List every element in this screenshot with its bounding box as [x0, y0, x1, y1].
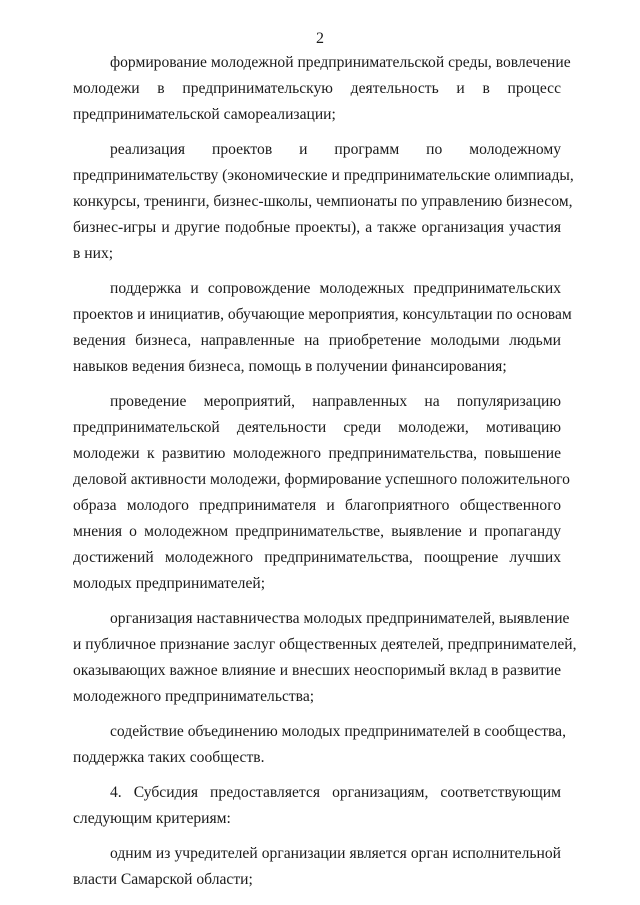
text-line: проведение мероприятий, направленных на популяризацию	[110, 393, 561, 410]
text-line: в них;	[73, 245, 114, 262]
text-line: поддержка таких сообществ.	[73, 749, 265, 766]
text-line: ведения бизнеса, направленные на приобретение молодыми людьми	[73, 332, 561, 349]
text-line: одним из учредителей организации является орган исполнительной	[110, 845, 561, 862]
paragraph-3	[0, 276, 640, 380]
text-line: молодежи в предпринимательскую деятельность и в процесс	[73, 80, 561, 97]
paragraph-2	[0, 137, 640, 267]
text-line: конкурсы, тренинги, бизнес-школы, чемпионаты по управлению бизнесом,	[73, 193, 573, 210]
text-line: деловой активности молодежи, формирование успешного положительного	[73, 471, 570, 488]
text-line: предпринимательству (экономические и предпринимательские олимпиады,	[73, 167, 574, 184]
text-line: власти Самарской области;	[73, 871, 253, 888]
text-line: молодых предпринимателей;	[73, 575, 266, 592]
text-line: бизнес-игры и другие подобные проекты), а также организация участия	[73, 219, 561, 236]
paragraph-6	[0, 719, 640, 771]
paragraph-1	[0, 50, 640, 128]
text-line: образа молодого предпринимателя и благоприятного общественного	[73, 497, 561, 514]
page-number: 2	[316, 30, 324, 47]
text-line: оказывающих важное влияние и внесших неоспоримый вклад в развитие	[73, 662, 561, 679]
text-line: предпринимательской деятельности среди молодежи, мотивацию	[73, 419, 561, 436]
text-line: навыков ведения бизнеса, помощь в получении финансирования;	[73, 358, 507, 375]
text-line: предпринимательской самореализации;	[73, 106, 336, 123]
paragraph-5	[0, 606, 640, 710]
text-line: молодежного предпринимательства;	[73, 688, 315, 705]
text-line: мнения о молодежном предпринимательстве, выявление и пропаганду	[73, 523, 561, 540]
document-body	[0, 50, 640, 893]
text-line: достижений молодежного предпринимательства, поощрение лучших	[73, 549, 561, 566]
text-line: молодежи к развитию молодежного предпринимательства, повышение	[73, 445, 561, 462]
text-line: следующим критериям:	[73, 810, 231, 827]
text-line: формирование молодежной предпринимательской среды, вовлечение	[110, 54, 571, 71]
text-line: поддержка и сопровождение молодежных предпринимательских	[110, 280, 561, 297]
text-line: организация наставничества молодых предпринимателей, выявление	[110, 610, 570, 627]
text-line: содействие объединению молодых предпринимателей в сообщества,	[110, 723, 567, 740]
paragraph-4	[0, 389, 640, 597]
paragraph-7	[0, 780, 640, 832]
paragraph-8	[0, 841, 640, 893]
text-line: 4. Субсидия предоставляется организациям, соответствующим	[110, 784, 561, 801]
text-line: и публичное признание заслуг общественных деятелей, предпринимателей,	[73, 636, 577, 653]
text-line: реализация проектов и программ по молодежному	[110, 141, 561, 158]
text-line: проектов и инициатив, обучающие мероприятия, консультации по основам	[73, 306, 572, 323]
